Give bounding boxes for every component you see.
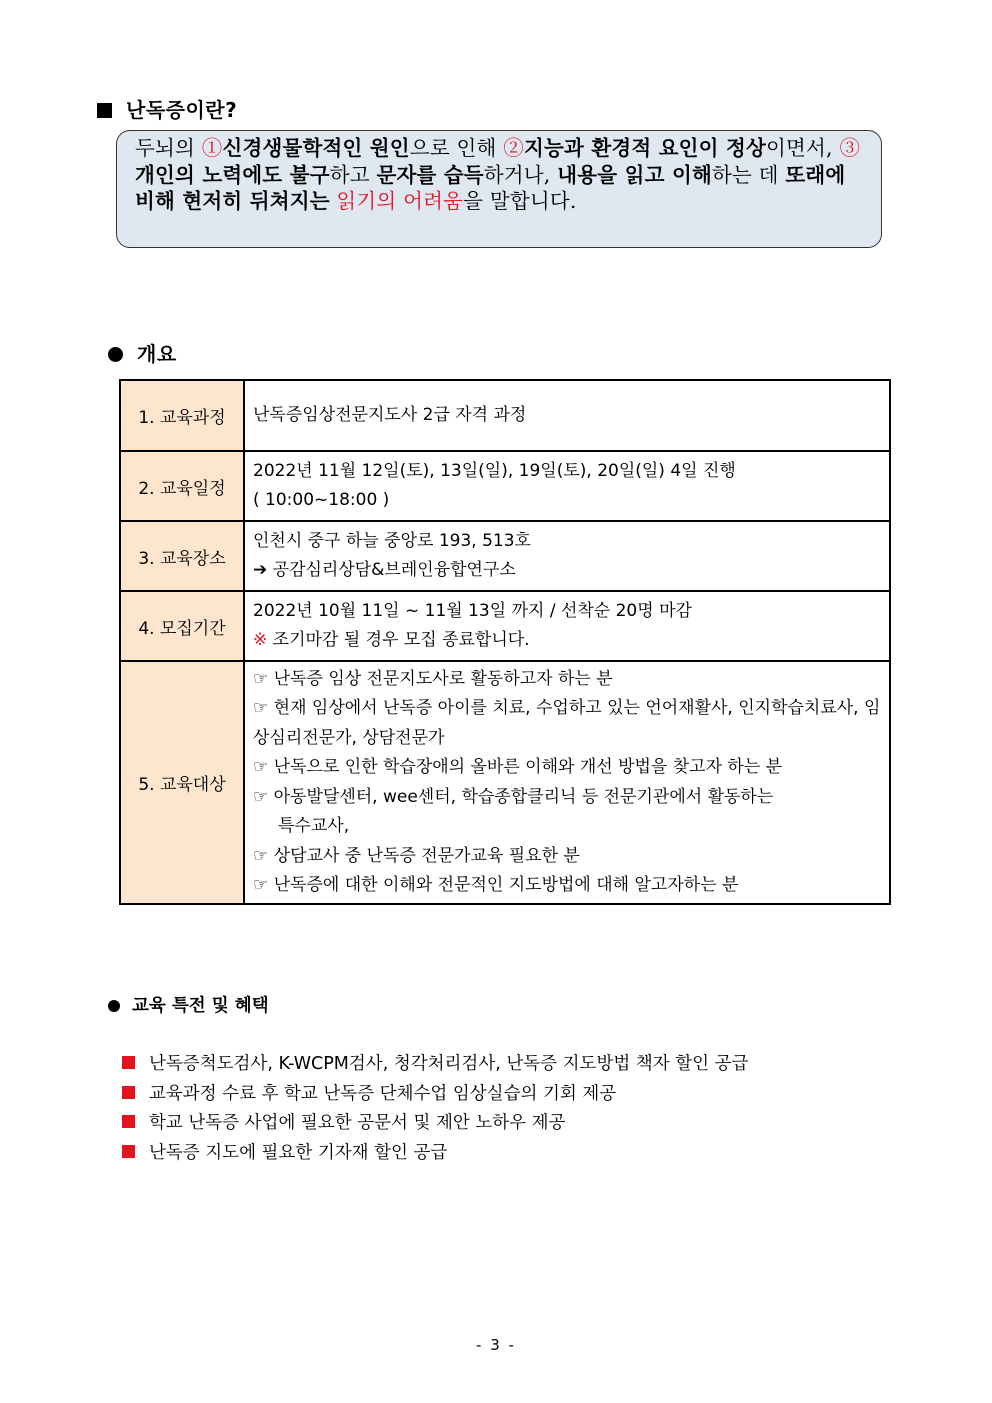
list-item: ☞ 아동발달센터, wee센터, 학습종합클리닉 등 전문기관에서 활동하는 xyxy=(253,786,774,807)
square-bullet-icon xyxy=(97,103,112,118)
page-number: - 3 - xyxy=(476,1336,516,1354)
list-item: 학교 난독증 사업에 필요한 공문서 및 제안 노하우 제공 xyxy=(122,1109,748,1139)
red-square-bullet-icon xyxy=(122,1056,135,1069)
notice-line: ※ 조기마감 될 경우 모집 종료합니다. xyxy=(253,630,530,650)
row-key: 2. 교육일정 xyxy=(120,451,244,521)
list-item: 난독증 지도에 필요한 기자재 할인 공급 xyxy=(122,1139,748,1169)
list-item: 교육과정 수료 후 학교 난독증 단체수업 임상실습의 기회 제공 xyxy=(122,1080,748,1110)
row-key: 4. 모집기간 xyxy=(120,591,244,661)
list-item: ☞ 난독증 임상 전문지도사로 활동하고자 하는 분 xyxy=(253,668,613,689)
row-key: 5. 교육대상 xyxy=(120,661,244,904)
list-item: ☞ 난독증에 대한 이해와 전문적인 지도방법에 대해 알고자하는 분 xyxy=(253,875,739,895)
definition-text: 두뇌의 ①신경생물학적인 원인으로 인해 ②지능과 환경적 요인이 정상이면서, ③개인의 노력에도 불구하고 문자를 습득하거나, 내용을 읽고 이해하는 데 또래에 비해 현저히 뒤쳐지는 읽기의 어려움을 말합니다. xyxy=(135,136,861,213)
red-square-bullet-icon xyxy=(122,1086,135,1099)
circle-bullet-icon xyxy=(108,347,123,362)
list-item: ☞ 난독으로 인한 학습장애의 올바른 이해와 개선 방법을 찾고자 하는 분 xyxy=(253,757,783,777)
row-key: 1. 교육과정 xyxy=(120,380,244,451)
list-item: ☞ 상담교사 중 난독증 전문가교육 필요한 분 xyxy=(253,845,580,866)
row-value: 인천시 중구 하늘 중앙로 193, 513호 ➔ 공감심리상담&브레인융합연구소 xyxy=(244,521,890,591)
benefits-list xyxy=(122,1050,748,1168)
overview-table xyxy=(119,379,891,905)
list-item: ☞ 현재 임상에서 난독증 아이를 치료, 수업하고 있는 언어재활사, 인지학습치료사, 임상심리전문가, 상담전문가 xyxy=(253,698,881,748)
definition-box xyxy=(116,130,882,248)
section-title-definition: 난독증이란? xyxy=(97,94,237,123)
section-title-overview: 개요 xyxy=(108,338,177,367)
list-item: 특수교사, xyxy=(278,816,350,836)
section-title-benefits: 교육 특전 및 혜택 xyxy=(108,992,269,1017)
row-value: 2022년 11월 12일(토), 13일(일), 19일(토), 20일(일) 4일 진행 ( 10:00~18:00 ) xyxy=(244,451,890,521)
row-key: 3. 교육장소 xyxy=(120,521,244,591)
table-row xyxy=(120,380,890,451)
circle-bullet-icon xyxy=(108,1000,120,1012)
list-item: 난독증척도검사, K-WCPM검사, 청각처리검사, 난독증 지도방법 책자 할인 공급 xyxy=(122,1050,748,1080)
table-row xyxy=(120,451,890,521)
table-row xyxy=(120,591,890,661)
row-value: 난독증임상전문지도사 2급 자격 과정 xyxy=(244,380,890,451)
row-value xyxy=(244,661,890,904)
red-square-bullet-icon xyxy=(122,1115,135,1128)
table-row xyxy=(120,521,890,591)
row-value: 2022년 10월 11일 ~ 11월 13일 까지 / 선착순 20명 마감 ※ 조기마감 될 경우 모집 종료합니다. xyxy=(244,591,890,661)
red-square-bullet-icon xyxy=(122,1145,135,1158)
notice-mark-icon: ※ xyxy=(253,630,268,650)
table-row xyxy=(120,661,890,904)
